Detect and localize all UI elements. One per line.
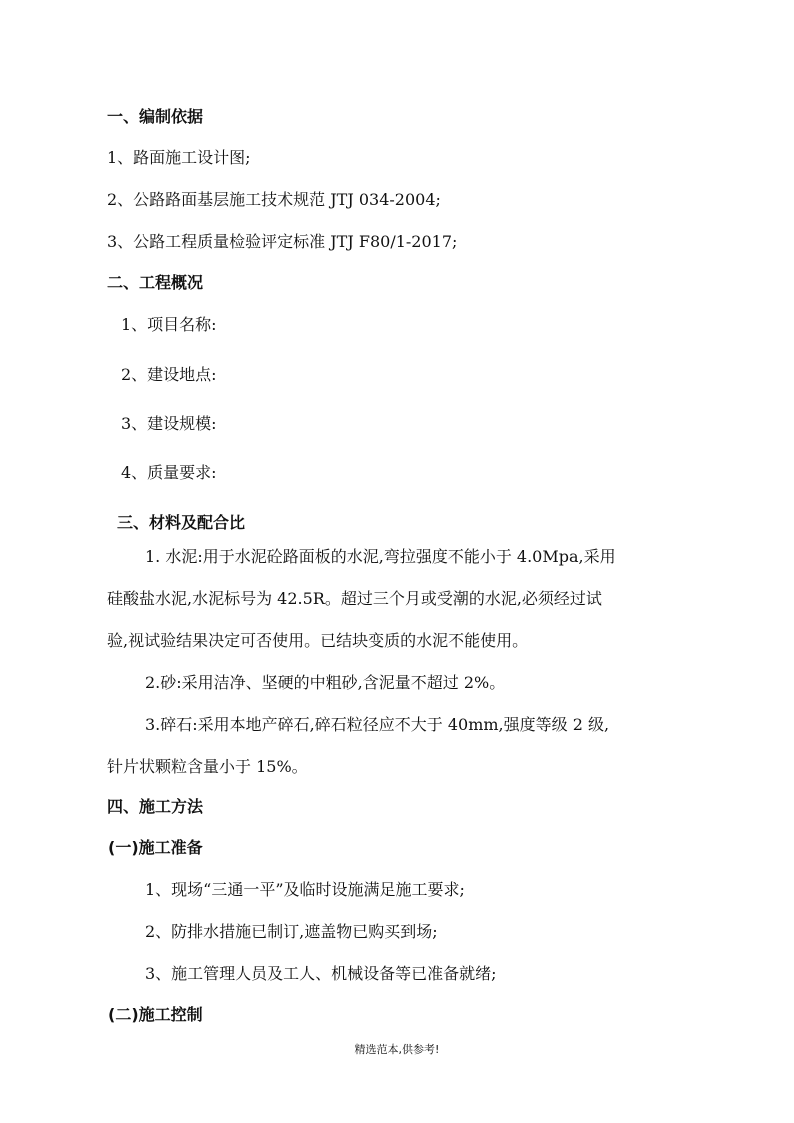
materials-cement-line-2: 硅酸盐水泥,水泥标号为 42.5R。超过三个月或受潮的水泥,必须经过试 xyxy=(107,589,602,608)
section-heading-method: 四、施工方法 xyxy=(107,797,204,816)
materials-cement-line-1: 1. 水泥:用于水泥砼路面板的水泥,弯拉强度不能小于 4.0Mpa,采用 xyxy=(145,547,616,566)
basis-item-1: 1、路面施工设计图; xyxy=(107,148,251,167)
overview-item-1: 1、项目名称: xyxy=(121,315,217,334)
materials-cement-line-3: 验,视试验结果决定可否使用。已结块变质的水泥不能使用。 xyxy=(107,631,529,650)
subsection-heading-control: (二)施工控制 xyxy=(108,1005,203,1024)
overview-item-3: 3、建设规模: xyxy=(121,414,217,433)
section-heading-overview: 二、工程概况 xyxy=(107,273,204,292)
preparation-item-2: 2、防排水措施已制订,遮盖物已购买到场; xyxy=(145,922,438,941)
preparation-item-3: 3、施工管理人员及工人、机械设备等已准备就绪; xyxy=(145,964,497,983)
page-footer: 精选范本,供参考! xyxy=(354,1043,440,1056)
overview-item-4: 4、质量要求: xyxy=(121,463,217,482)
overview-item-2: 2、建设地点: xyxy=(121,365,217,384)
subsection-heading-preparation: (一)施工准备 xyxy=(108,838,203,857)
section-heading-materials: 三、材料及配合比 xyxy=(117,513,246,532)
section-heading-basis: 一、编制依据 xyxy=(107,107,204,126)
materials-gravel-line-2: 针片状颗粒含量小于 15%。 xyxy=(107,757,308,776)
basis-item-2: 2、公路路面基层施工技术规范 JTJ 034-2004; xyxy=(107,190,441,209)
basis-item-3: 3、公路工程质量检验评定标准 JTJ F80/1-2017; xyxy=(107,232,458,251)
materials-sand: 2.砂:采用洁净、坚硬的中粗砂,含泥量不超过 2%。 xyxy=(145,673,506,692)
materials-gravel-line-1: 3.碎石:采用本地产碎石,碎石粒径应不大于 40mm,强度等级 2 级, xyxy=(145,715,610,734)
preparation-item-1: 1、现场“三通一平”及临时设施满足施工要求; xyxy=(145,880,465,899)
